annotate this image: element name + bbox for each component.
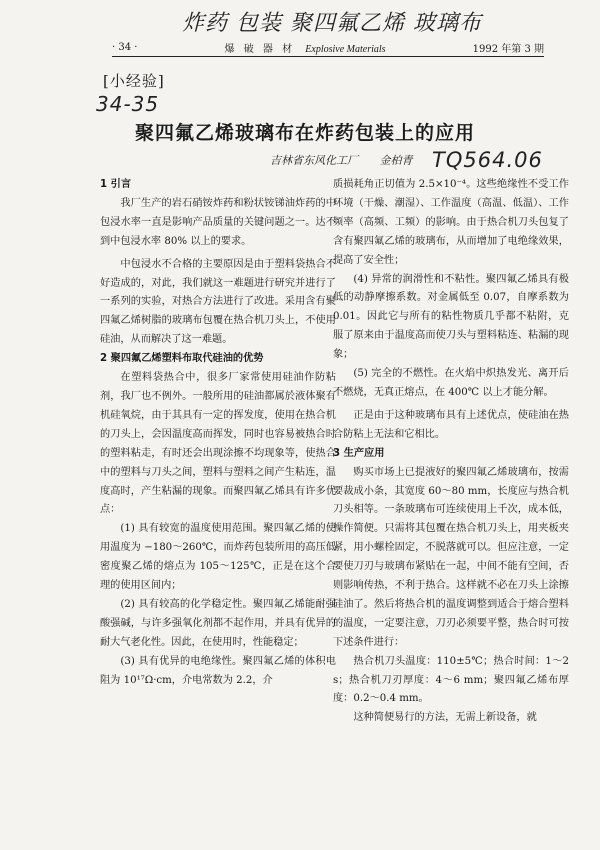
paragraph: 质损耗角正切值为 2.5×10⁻⁴。这些绝缘性不受工作环境（干燥、潮湿）、工作温度（高温、低温）、工作频率（高频、工频）的影响。由于热合机刀头包复了含有聚四氟乙烯的玻璃布，从而增加了电绝缘效果，提高了安全性；	[333, 179, 569, 266]
issue-label: 1992 年第 3 期	[472, 44, 544, 55]
paragraph: 购买市场上已提液好的聚四氟乙烯玻璃布，按需要裁成小条，其宽度 60～80 mm，长度应与热合机刀头相等。一条玻璃布可连续使用上千次，成本低，操作简便。只需将其包覆在热合机刀头上，用夹板夹紧，用小螺栓固定，不脱落就可以。但应注意，一定要使刀刃与玻璃布紧贴在一起，中间不能有空间，否则影响传热，不利于热合。这样就不必在刀头上涂擦硅油了。然后将热合机的温度调整到适合于熔合塑料的温度，一定要注意，刀刃必须要平整，热合时可按下述条件进行：	[333, 466, 569, 648]
handwritten-page-range: 34-35	[96, 92, 160, 116]
running-header	[112, 40, 544, 55]
journal-name	[225, 40, 386, 55]
right-column	[333, 176, 569, 728]
paragraph: (2) 具有较高的化学稳定性。聚四氟乙烯能耐强酸强碱，与许多强氧化剂都不起作用，并具有优异的耐大气老化性。因此，在使用时，性能稳定；	[100, 598, 336, 648]
left-column	[100, 176, 336, 690]
paragraph: 这种简便易行的方法，无需上新设备，就	[353, 712, 537, 724]
section-heading: 2 聚四氟乙烯塑料布取代硅油的优势	[100, 353, 264, 365]
page-number: · 34 ·	[112, 42, 138, 53]
handwritten-keywords: 炸药 包装 聚四氟乙烯 玻璃布	[182, 11, 482, 36]
author: 金柏青	[379, 154, 413, 167]
journal-name-cn: 爆 破 器 材	[224, 44, 296, 55]
section-heading: 3 生产应用	[333, 447, 385, 459]
handwritten-class-code: TQ564.06	[432, 148, 543, 172]
paragraph: 热合机刀头温度：110±5℃；热合时间：1～2 s；热合机刀刃厚度：4～6 mm；聚四氟乙烯布厚度：0.2～0.4 mm。	[333, 655, 569, 705]
paragraph: (1) 具有较宽的温度使用范围。聚四氟乙烯的使用温度为 −180～260℃，而炸药包装所用的高压低密度聚乙烯的熔点为 105～125℃，正是在这个合理的使用区间内；	[100, 523, 336, 592]
paragraph: (3) 具有优异的电绝缘性。聚四氟乙烯的体积电阻为 10¹⁷Ω·cm，介电常数为 2.2，介	[100, 655, 336, 686]
paragraph: (4) 异常的润滑性和不粘性。聚四氟乙烯具有极低的动静摩擦系数。对金属低至 0.07，自摩系数为 0.01。因此它与所有的粘性物质几乎都不粘附，克服了原来由于温度高而使刀头与塑料粘连、粘漏的现象；	[333, 273, 569, 361]
affiliation: 吉林省东风化工厂	[270, 154, 358, 167]
article-title: 聚四氟乙烯玻璃布在炸药包装上的应用	[134, 122, 475, 144]
byline	[270, 152, 413, 168]
journal-name-en: Explosive Materials	[305, 44, 386, 55]
column-tag: [小经验]	[103, 72, 165, 90]
paragraph: 中包浸水不合格的主要原因是由于塑料袋热合不好造成的，对此，我们就这一难题进行研究并进行了一系列的实验，对热合方法进行了改进。采用含有聚四氟乙烯树脂的玻璃布包覆在热合机刀头上，不使用硅油，从而解决了这一难题。	[100, 258, 336, 346]
paragraph: 在塑料袋热合中，很多厂家常使用硅油作防粘剂，我厂也不例外。一般所用的硅油都属於液体聚有机硅氧烷，由于其具有一定的挥发度，使用在热合机的刀头上，会因温度高而挥发，同时也容易被热合时的塑料粘走，有时还会出现涂擦不均现象等，使热合中的塑料与刀头之间，塑料与塑料之间产生粘连，温度高时，产生粘漏的现象。而聚四氟乙烯具有许多优点：	[100, 372, 336, 516]
section-heading: 1 引言	[100, 179, 132, 190]
paragraph: 我厂生产的岩石硝铵炸药和粉状铵锑油炸药的中包浸水率一直是影响产品质量的关键问题之一。达不到中包浸水率 80% 以上的要求。	[100, 197, 336, 247]
paragraph: (5) 完全的不燃性。在火焰中炽热发光、离开后不燃烧，无真正熔点，在 400℃ 以上才能分解。	[333, 368, 569, 398]
paragraph: 正是由于这种玻璃布具有上述优点，使硅油在热合防粘上无法和它相比。	[333, 409, 569, 440]
header-rule	[112, 56, 544, 57]
